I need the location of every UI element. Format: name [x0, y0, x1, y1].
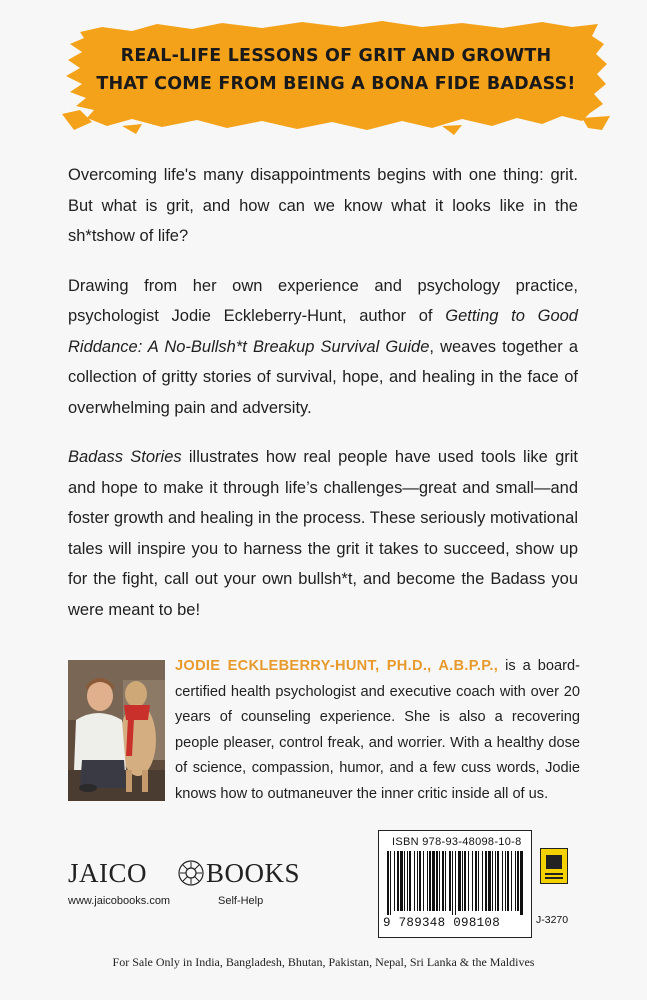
barcode-bar — [397, 851, 399, 911]
publisher-mark-icon — [540, 848, 568, 884]
barcode-bar — [417, 851, 418, 911]
blurb-p2-text-b: , weaves together a collection of gritty stories of survival, hope, and healing in the face of overwhelming pain and adversity. — [68, 337, 579, 417]
barcode-bars — [385, 851, 525, 915]
barcode-bar — [495, 851, 496, 911]
barcode-bar — [442, 851, 444, 911]
publisher-name-right: BOOKS — [206, 858, 301, 888]
blurb-p3-text: illustrates how real people have used tools like grit and hope to make it through life’s challenges—great and small—and foster growth and healing in the process. These seriously motivational tales will inspire you to harness the grit it takes to succeed, show up for the fight, call out your own bullsh*t, and become the Badass you were meant to be! — [68, 448, 578, 619]
barcode-bar — [394, 851, 395, 911]
barcode-bar — [502, 851, 503, 911]
blurb-p2-text-a: Drawing from her own experience and psychology practice, psychologist Jodie Eckleberry-Hunt, author of — [68, 276, 578, 325]
book-category: Self-Help — [218, 895, 264, 907]
barcode-bar — [423, 851, 424, 911]
publisher-logo — [68, 858, 301, 908]
barcode-bar — [387, 851, 389, 915]
blurb-paragraph-2 — [68, 271, 578, 424]
barcode-bar — [439, 851, 440, 911]
isbn-label: ISBN 978-93-48098-10-8 — [392, 836, 522, 848]
barcode-bar — [407, 851, 408, 911]
barcode-bar — [419, 851, 421, 911]
publisher-website: www.jaicobooks.com — [68, 895, 171, 907]
barcode-bar — [427, 851, 428, 911]
book-title: Badass Stories — [68, 448, 182, 466]
barcode-bar — [517, 851, 519, 911]
barcode-bar — [436, 851, 438, 911]
publisher-badge — [536, 830, 578, 936]
barcode-bar — [511, 851, 512, 911]
author-name: JODIE ECKLEBERRY-HUNT, PH.D., A.B.P.P., — [175, 658, 499, 674]
banner-line-2: THAT COME FROM BEING A BONA FIDE BADASS! — [96, 74, 576, 94]
barcode-bar — [497, 851, 499, 911]
barcode-bar — [452, 851, 453, 915]
author-with-dog-image — [68, 660, 165, 801]
barcode-bar — [404, 851, 405, 911]
back-cover-blurb — [68, 160, 578, 644]
author-bio-text: is a board-certified health psychologist and executive coach with over 20 years of counseling experience. She is also a recovering people pleaser, control freak, and worrier. With a healthy dose of science, compassion, humor, and a few cuss words, Jodie knows how to outmaneuver the inner critic inside all of us. — [175, 658, 580, 802]
barcode-bar — [507, 851, 509, 911]
publisher-name-left: JAICO — [68, 858, 148, 888]
sun-emblem-icon — [178, 860, 204, 886]
barcode-bar — [492, 851, 493, 911]
barcode-bar — [390, 851, 391, 915]
barcode-bar — [520, 851, 523, 915]
book-mark-icon — [541, 849, 567, 883]
barcode-bar — [400, 851, 403, 911]
banner-line-1: REAL-LIFE LESSONS OF GRIT AND GROWTH — [120, 46, 552, 66]
barcode-bar — [445, 851, 446, 911]
barcode-bar — [414, 851, 415, 911]
barcode-bar — [458, 851, 461, 911]
author-photo — [68, 660, 165, 801]
blurb-paragraph-3 — [68, 442, 578, 625]
barcode-bar — [455, 851, 456, 915]
isbn-digits: 9 789348 098108 — [383, 916, 501, 930]
barcode-bar — [462, 851, 463, 911]
barcode-bar — [485, 851, 487, 911]
barcode-bar — [429, 851, 431, 911]
barcode-bar — [409, 851, 411, 911]
barcode-bar — [482, 851, 483, 911]
tagline-banner — [62, 18, 610, 136]
barcode-bar — [468, 851, 469, 911]
barcode-bar — [449, 851, 451, 911]
author-bio — [175, 654, 580, 808]
barcode-bar — [472, 851, 473, 911]
barcode-bar — [464, 851, 466, 911]
barcode-bar — [505, 851, 506, 911]
publisher-code: J-3270 — [536, 914, 569, 926]
barcode-bar — [488, 851, 491, 911]
isbn-barcode — [378, 830, 532, 938]
barcode-bar — [515, 851, 516, 911]
other-book-title: Getting to Good Riddance: A No-Bullsh*t Breakup Survival Guide — [68, 307, 578, 356]
barcode-bar — [475, 851, 477, 911]
barcode-bar — [432, 851, 435, 911]
barcode-bar — [478, 851, 479, 911]
blurb-paragraph-1: Overcoming life's many disappointments begins with one thing: grit. But what is grit, and how can we know what it looks like in the sh*tshow of life? — [68, 166, 578, 245]
sales-territory-notice: For Sale Only in India, Bangladesh, Bhutan, Pakistan, Nepal, Sri Lanka & the Maldives — [112, 955, 535, 969]
